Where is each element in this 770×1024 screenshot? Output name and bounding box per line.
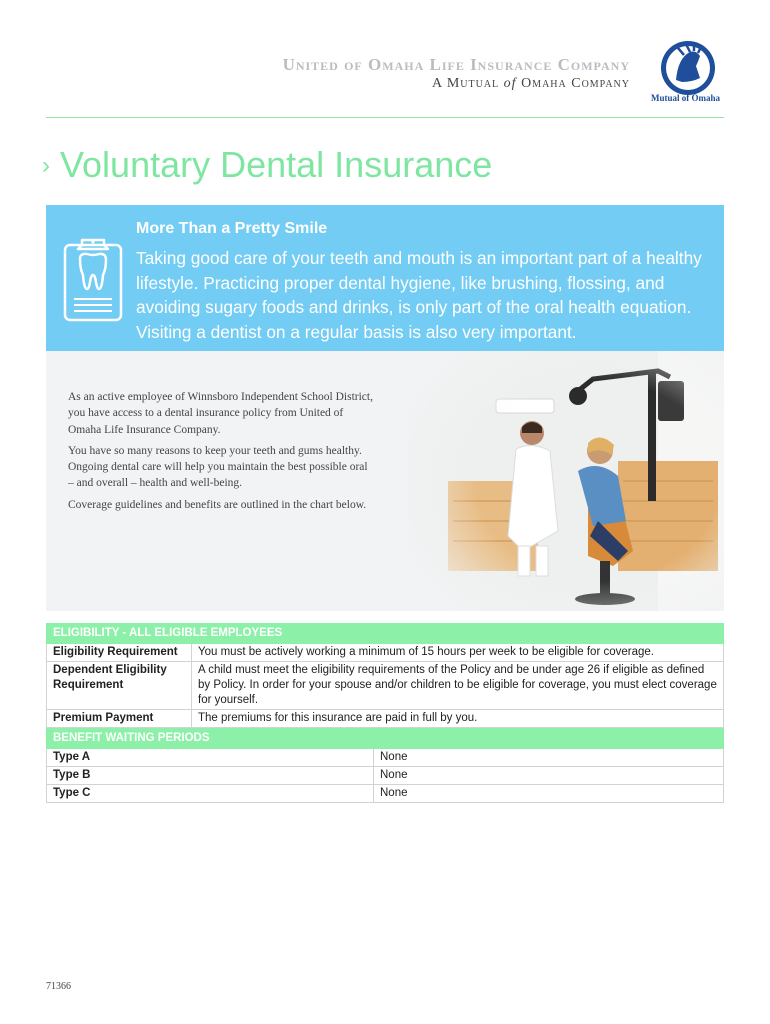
- row-label: Dependent Eligibility Requirement: [47, 662, 192, 710]
- intro-panel: [46, 351, 724, 611]
- coverage-table: [46, 623, 724, 803]
- waiting-header: BENEFIT WAITING PERIODS: [47, 729, 724, 749]
- form-code: 71366: [46, 981, 71, 992]
- row-value: None: [374, 767, 724, 785]
- company-name: United of Omaha Life Insurance Company: [282, 55, 630, 74]
- intro-banner: [46, 205, 724, 351]
- row-label: Premium Payment: [47, 710, 192, 728]
- company-tagline: A Mutual of Omaha Company: [432, 76, 630, 91]
- row-label: Type C: [47, 785, 374, 803]
- intro-paragraph: As an active employee of Winnsboro Independent School District, you have access to a dental insurance policy from United of Omaha Life Insurance Company.: [68, 391, 373, 436]
- eligibility-header-row: [47, 624, 724, 644]
- dentist-office-photo: [408, 351, 724, 611]
- intro-text: [68, 389, 373, 518]
- row-value: None: [374, 785, 724, 803]
- table-row: [47, 749, 724, 767]
- table-row: [47, 785, 724, 803]
- clipboard-tooth-icon: [62, 237, 124, 323]
- table-row: [47, 662, 724, 710]
- row-value: You must be actively working a minimum of 15 hours per week to be eligible for coverage.: [192, 644, 724, 662]
- banner-body: Taking good care of your teeth and mouth is an important part of a healthy lifestyle. Practicing proper dental hygiene, like brushing, flossing, and avoiding sugary foods and drinks, is only part of the oral health equation. Visiting a dentist on a regular basis is also very important.: [136, 248, 702, 342]
- intro-paragraph: You have so many reasons to keep your teeth and gums healthy. Ongoing dental care will help you maintain the best possible oral – and overall – health and well-being.: [68, 444, 368, 490]
- header-divider: [46, 117, 724, 118]
- logo-wordmark: Mutual of Omaha: [651, 93, 721, 103]
- title-row: [42, 140, 492, 190]
- eligibility-header: ELIGIBILITY - ALL ELIGIBLE EMPLOYEES: [47, 624, 724, 644]
- banner-heading: More Than a Pretty Smile: [136, 220, 328, 237]
- row-label: Type A: [47, 749, 374, 767]
- row-value: The premiums for this insurance are paid in full by you.: [192, 710, 724, 728]
- page-title: Voluntary Dental Insurance: [60, 144, 493, 185]
- title-chevron-icon: ›: [42, 152, 50, 179]
- row-value: None: [374, 749, 724, 767]
- row-label: Type B: [47, 767, 374, 785]
- intro-paragraph: Coverage guidelines and benefits are outlined in the chart below.: [68, 498, 367, 511]
- waiting-header-row: [47, 729, 724, 749]
- table-row: [47, 710, 724, 728]
- row-label: Eligibility Requirement: [47, 644, 192, 662]
- page-header: [0, 0, 770, 120]
- row-value: A child must meet the eligibility requirements of the Policy and be under age 26 if eligible as defined by Policy. In order for your spouse and/or children to be eligible for coverage, you must elect coverage for yourself.: [192, 662, 724, 710]
- table-row: [47, 644, 724, 662]
- table-row: [47, 767, 724, 785]
